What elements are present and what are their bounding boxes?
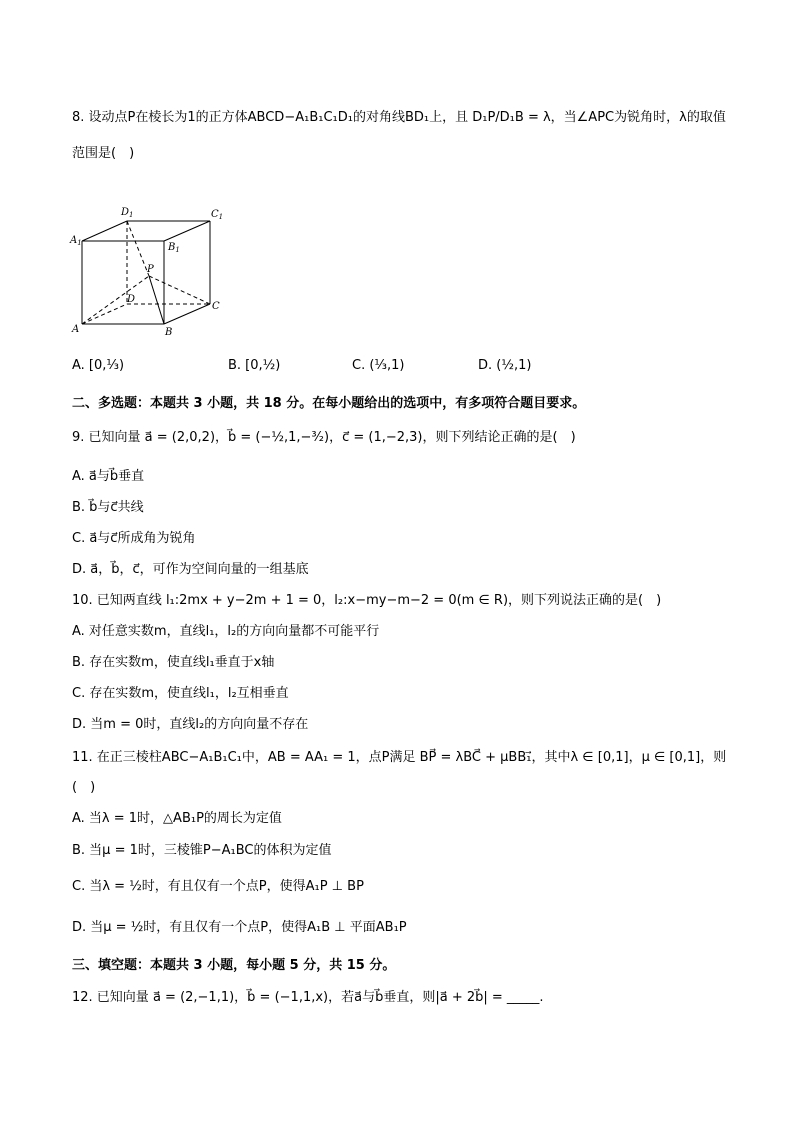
section-2-heading: 二、多选题：本题共 3 小题，共 18 分。在每小题给出的选项中，有多项符合题目要求。 <box>72 396 586 411</box>
q11-option-d: D. 当μ = ½时，有且仅有一个点P，使得A₁B ⊥ 平面AB₁P <box>72 920 407 935</box>
cube-figure <box>64 200 234 340</box>
segment-PC <box>149 276 210 304</box>
q11-stem-line2: ( ) <box>72 780 96 795</box>
q8-option-c: C. (⅓,1) <box>352 358 405 373</box>
q11-stem-line1: 11. 在正三棱柱ABC−A₁B₁C₁中，AB = AA₁ = 1，点P满足 BP⃗ = λBC⃗ + μBB₁⃗，其中λ ∈ [0,1]，μ ∈ [0,1]，则 <box>72 750 727 765</box>
segment-PB <box>149 276 164 324</box>
q11-option-c: C. 当λ = ½时，有且仅有一个点P，使得A₁P ⊥ BP <box>72 879 364 894</box>
label-P: P <box>147 264 154 275</box>
edge-AD <box>82 304 127 324</box>
label-D: D <box>127 294 136 305</box>
q9-option-a: A. a⃗与b⃗垂直 <box>72 469 145 484</box>
label-B1: $B_1$ <box>168 242 180 254</box>
segment-AP <box>82 276 149 324</box>
label-B: B <box>165 327 173 338</box>
q10-option-b: B. 存在实数m，使直线l₁垂直于x轴 <box>72 655 275 670</box>
q8-option-a: A. [0,⅓) <box>72 358 125 373</box>
q8-option-d: D. (½,1) <box>478 358 532 373</box>
q10-option-c: C. 存在实数m，使直线l₁，l₂互相垂直 <box>72 686 289 701</box>
q12-stem: 12. 已知向量 a⃗ = (2,−1,1)，b⃗ = (−1,1,x)，若a⃗与b⃗垂直，则|a⃗ + 2b⃗| = _____. <box>72 990 544 1005</box>
q9-option-d: D. a⃗，b⃗，c⃗，可作为空间向量的一组基底 <box>72 562 309 577</box>
q9-stem: 9. 已知向量 a⃗ = (2,0,2)，b⃗ = (−½,1,−³⁄₂)，c⃗ = (1,−2,3)，则下列结论正确的是( ) <box>72 430 576 445</box>
q11-option-b: B. 当μ = 1时，三棱锥P−A₁BC的体积为定值 <box>72 843 332 858</box>
diagonal-D1P <box>127 221 149 276</box>
q8-stem-line1: 8. 设动点P在棱长为1的正方体ABCD−A₁B₁C₁D₁的对角线BD₁上，且 D₁P/D₁B = λ，当∠APC为锐角时，λ的取值 <box>72 110 726 125</box>
label-A: A <box>72 324 80 335</box>
q10-option-a: A. 对任意实数m，直线l₁，l₂的方向向量都不可能平行 <box>72 624 380 639</box>
q8-stem-line2: 范围是( ) <box>72 146 135 161</box>
q9-option-b: B. b⃗与c⃗共线 <box>72 500 144 515</box>
label-C: C <box>212 301 220 312</box>
q9-option-c: C. a⃗与c⃗所成角为锐角 <box>72 531 196 546</box>
edge-D1A1 <box>82 221 127 241</box>
label-C1: $C_1$ <box>211 209 224 221</box>
section-3-heading: 三、填空题：本题共 3 小题，每小题 5 分，共 15 分。 <box>72 958 396 973</box>
q10-option-d: D. 当m = 0时，直线l₂的方向向量不存在 <box>72 717 309 732</box>
q8-option-b: B. [0,½) <box>228 358 281 373</box>
label-D1: $D_1$ <box>121 207 134 219</box>
edge-BC <box>164 304 210 324</box>
edge-B1C1 <box>164 221 210 241</box>
q10-stem: 10. 已知两直线 l₁:2mx + y−2m + 1 = 0，l₂:x−my−m−2 = 0(m ∈ R)，则下列说法正确的是( ) <box>72 593 662 608</box>
label-A1: $A_1$ <box>70 235 82 247</box>
q11-option-a: A. 当λ = 1时，△AB₁P的周长为定值 <box>72 811 282 826</box>
